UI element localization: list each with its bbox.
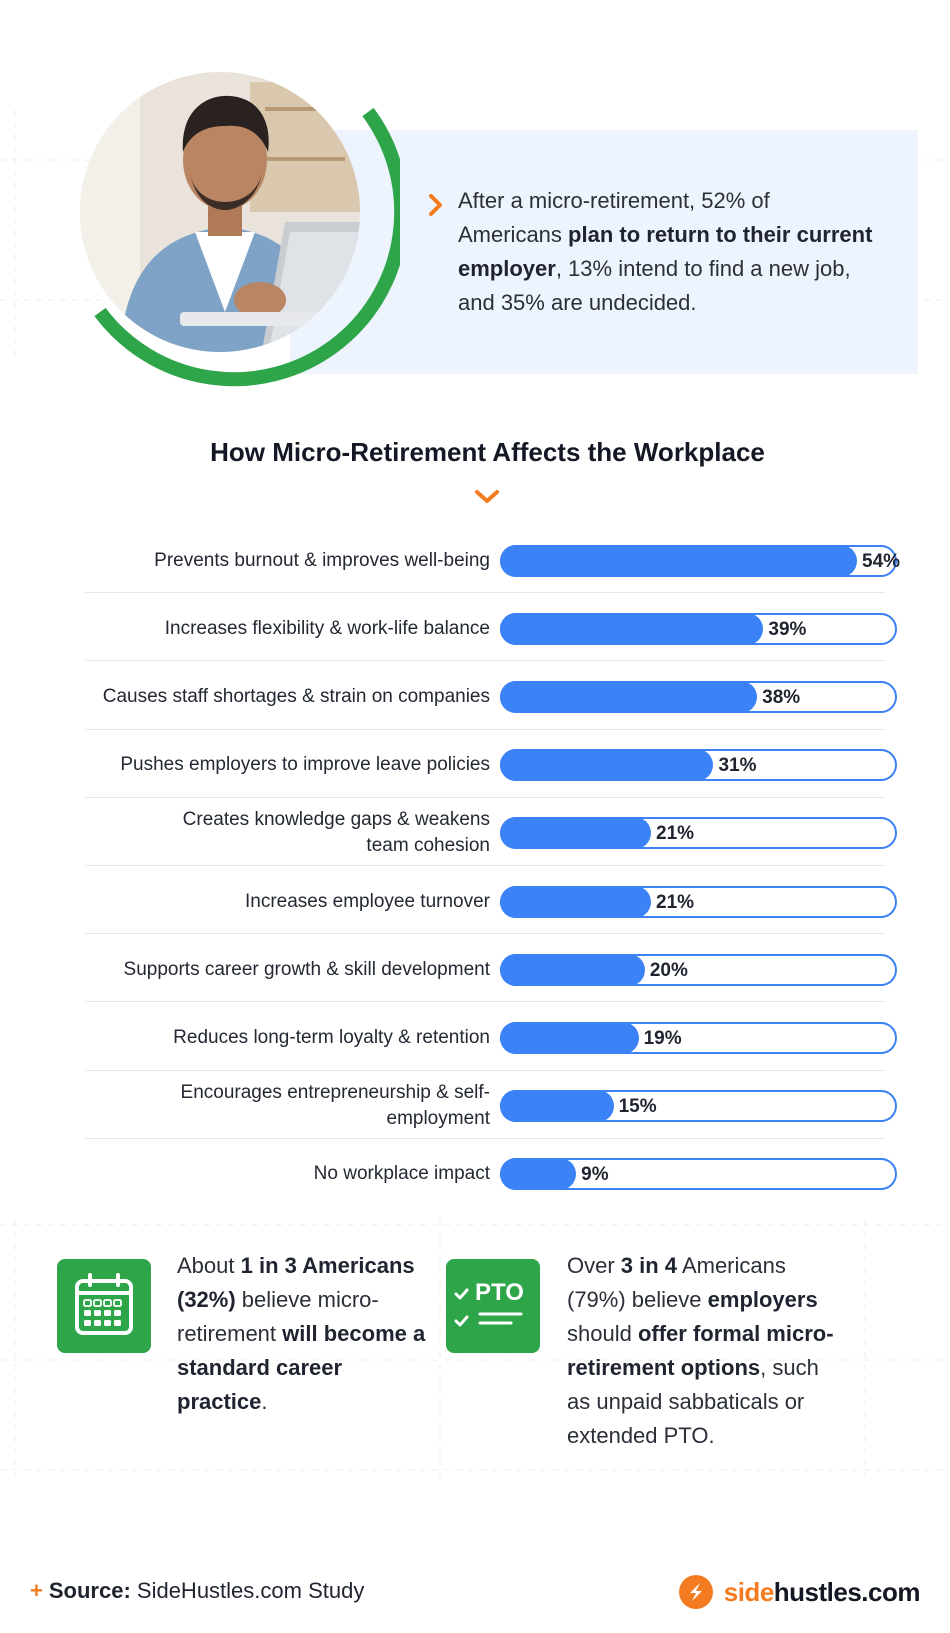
bar-value-label: 38%: [762, 686, 801, 708]
chart-title: How Micro-Retirement Affects the Workplace: [210, 437, 765, 467]
source-value: SideHustles.com Study: [130, 1578, 365, 1603]
bar-row: [0, 525, 950, 596]
bar-track: [500, 1090, 897, 1122]
bar-fill: [500, 1090, 614, 1122]
brand-name-rest: hustles.com: [773, 1576, 920, 1607]
stat-2-b3: offer formal micro-retirement options: [567, 1321, 834, 1380]
hero-statement: [458, 184, 878, 320]
bar-value-label: 39%: [768, 618, 807, 640]
bar-track: [500, 545, 901, 577]
bar-fill: [500, 886, 651, 918]
chevron-down-icon: [472, 488, 502, 506]
brand-name: [724, 1577, 920, 1608]
bar-track: [500, 954, 897, 986]
bar-fill: [500, 1022, 639, 1054]
bar-track: [500, 749, 897, 781]
footer: [0, 1570, 950, 1620]
stat-1-t3: .: [261, 1389, 268, 1414]
hero-text-1: After a micro-retirement, 52% of Americans: [458, 188, 770, 247]
bar-row: [0, 1139, 950, 1210]
brand-name-accent: side: [723, 1576, 774, 1607]
bar-category-label: Increases flexibility & work-life balance: [164, 617, 490, 639]
stat-2-t1: Over: [567, 1253, 621, 1278]
row-divider: [85, 1001, 885, 1002]
bar-value-label: 54%: [862, 550, 901, 572]
source-line: [30, 1578, 364, 1604]
bar-fill: [500, 749, 713, 781]
row-divider: [85, 1070, 885, 1071]
bar-row: [0, 866, 950, 937]
stat-2-t3: should: [567, 1321, 638, 1346]
pto-icon-label: PTO: [475, 1279, 524, 1306]
stat-1-t1: About: [177, 1253, 241, 1278]
stat-2-b1: 3 in 4: [620, 1253, 678, 1278]
row-divider: [85, 729, 885, 730]
bar-track: [500, 613, 897, 645]
bar-category-label: Prevents burnout & improves well-being: [154, 549, 490, 571]
bar-category-label: Reduces long-term loyalty & retention: [173, 1026, 490, 1048]
bar-category-label: Creates knowledge gaps & weakens team cohesion: [182, 809, 490, 857]
row-divider: [85, 1138, 885, 1139]
chevron-right-icon: [425, 190, 447, 220]
stat-1-text: [177, 1249, 427, 1419]
pto-checklist-icon: [446, 1259, 540, 1353]
stat-2-text: [567, 1249, 847, 1453]
bar-track: [500, 817, 897, 849]
bar-category-label: Increases employee turnover: [244, 890, 490, 912]
bar-value-label: 15%: [618, 1096, 657, 1118]
bar-category-label: No workplace impact: [313, 1163, 490, 1185]
bar-track: [500, 1158, 897, 1190]
bar-row: [0, 730, 950, 801]
row-divider: [85, 865, 885, 866]
stat-1-b2: will become a standard career practice: [177, 1321, 426, 1414]
stat-1-b1: 1 in 3 Americans (32%): [177, 1253, 415, 1312]
bar-track: [500, 681, 897, 713]
bar-track: [500, 886, 897, 918]
stat-1-t2: believe micro-retirement: [177, 1287, 379, 1346]
row-divider: [85, 660, 885, 661]
bar-row: [0, 798, 950, 869]
bar-row: [0, 1071, 950, 1142]
stat-2-t4: , such as unpaid sabbaticals or extended PTO.: [567, 1355, 819, 1448]
bar-row: [0, 661, 950, 732]
bar-value-label: 31%: [718, 755, 757, 777]
bar-category-label: Causes staff shortages & strain on companies: [102, 685, 490, 707]
bar-value-label: 19%: [643, 1027, 682, 1049]
brand-logo-icon: [678, 1574, 714, 1610]
source-label: Source:: [48, 1578, 131, 1603]
bar-fill: [500, 545, 857, 577]
bar-value-label: 20%: [649, 959, 688, 981]
hero-text-2: , 13% intend to find a new job, and 35% are undecided.: [458, 256, 851, 315]
bar-row: [0, 593, 950, 664]
stat-2-t2: Americans (79%) believe: [567, 1253, 786, 1312]
bar-fill: [500, 681, 757, 713]
bar-row: [0, 934, 950, 1005]
bar-row: [0, 1002, 950, 1073]
bar-track: [500, 1022, 897, 1054]
bar-fill: [500, 1158, 576, 1190]
bar-category-label: Encourages entrepreneurship & self-employment: [180, 1082, 490, 1130]
bar-fill: [500, 817, 651, 849]
stat-2-b2: employers: [707, 1287, 818, 1312]
row-divider: [85, 592, 885, 593]
bar-fill: [500, 613, 763, 645]
hero-text-bold: plan to return to their current employer: [458, 222, 873, 281]
bar-value-label: 21%: [656, 891, 695, 913]
row-divider: [85, 933, 885, 934]
brand-logo[interactable]: [678, 1570, 920, 1614]
bar-fill: [500, 954, 645, 986]
bar-category-label: Pushes employers to improve leave policies: [120, 754, 490, 776]
bar-value-label: 9%: [581, 1164, 609, 1186]
stats-section: [0, 1255, 950, 1505]
row-divider: [85, 797, 885, 798]
bar-category-label: Supports career growth & skill development: [123, 958, 490, 980]
hero-photo: [80, 72, 400, 392]
plus-icon: +: [30, 1578, 43, 1603]
bar-value-label: 21%: [656, 823, 695, 845]
hero-section: [0, 0, 950, 400]
calendar-icon: [57, 1259, 151, 1353]
